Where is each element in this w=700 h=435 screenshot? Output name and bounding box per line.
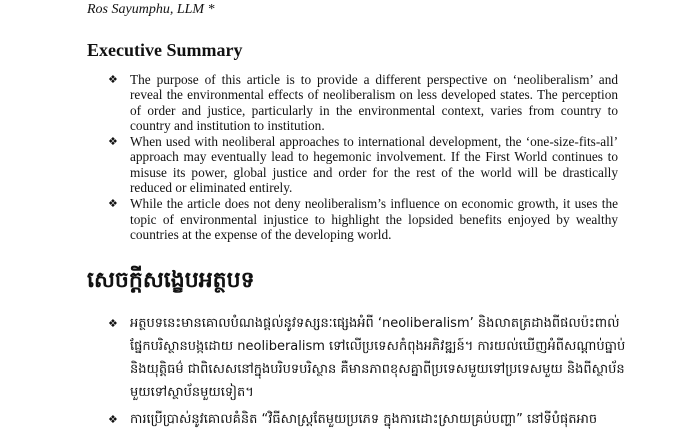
diamond-bullet-icon: ❖ [108, 317, 118, 330]
list-item [108, 196, 618, 242]
khmer-bullet-list [108, 312, 630, 435]
bullet-text: While the article does not deny neoliberalism’s influence on economic growth, it uses the topic of environmental injustice to highlight the lopsided benefits enjoyed by wealthy countries at the expense of the developing world. [130, 196, 618, 242]
diamond-bullet-icon: ❖ [108, 135, 118, 149]
diamond-bullet-icon: ❖ [108, 413, 118, 426]
bullet-text: When used with neoliberal approaches to international development, the ‘one-size-fits-all’ approach may eventually lead to hegemonic involvement. If the First World continues to misuse its power, global justice and order for the rest of the world will be drastically reduced or eliminated entirely. [130, 134, 618, 196]
author-line: Ros Sayumphu, LLM * [87, 2, 215, 17]
diamond-bullet-icon: ❖ [108, 73, 118, 86]
list-item [108, 312, 630, 404]
bullet-text: អត្ថបទនេះមានគោលបំណងផ្ដល់នូវទស្សនៈផ្សេងអំពី ‘neoliberalism’ និងលាតត្រដាងពីផលប៉ះពាល់ផ្នែកបរិស្ថានបង្កដោយ neoliberalism ទៅលើប្រទេសកំពុងអភិវឌ្ឍន៍។ ការយល់ឃើញអំពីសណ្ដាប់ធ្នាប់ និងយុត្តិធម៌ ជាពិសេសនៅក្នុងបរិបទបរិស្ថាន គឺមានភាពខុសគ្នាពីប្រទេសមួយទៅប្រទេសមួយ និងពីស្ថាប័នមួយទៅស្ថាប័នមួយទៀត។ [130, 316, 626, 400]
khmer-section-heading: សេចក្ដីសង្ខេបអត្ថបទ [87, 268, 255, 293]
list-item [108, 134, 618, 195]
diamond-bullet-icon: ❖ [108, 197, 118, 211]
bullet-text: The purpose of this article is to provide a different perspective on ‘neoliberalism’ and reveal the environmental effects of neoliberalism on less developed states. The perception of order and justice, particularly in the environmental context, varies from country to country and institution to institution. [130, 72, 618, 133]
bullet-text: ការប្រើប្រាស់នូវគោលគំនិត “វិធីសាស្ត្រតែមួយប្រភេទ ក្នុងការដោះស្រាយគ្រប់បញ្ហា” នៅទីបំផុតអាច [130, 412, 598, 427]
list-item [108, 72, 618, 133]
section-heading: Executive Summary [87, 40, 243, 60]
summary-bullet-list [108, 72, 618, 243]
list-item [108, 408, 630, 431]
